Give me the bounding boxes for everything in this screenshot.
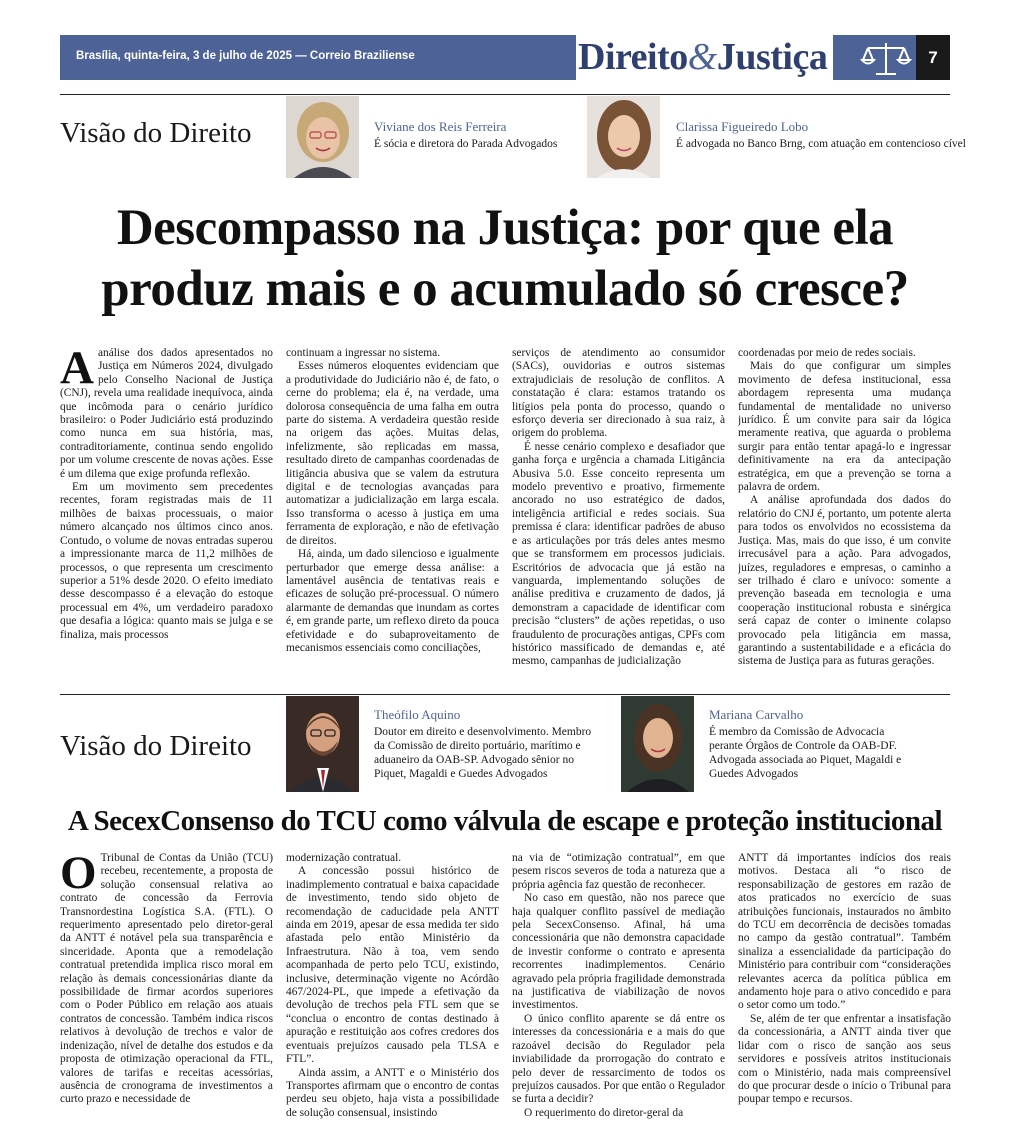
author-bio: É sócia e diretora do Parada Advogados: [374, 138, 558, 150]
paragraph: Mais do que configurar um simples movimento de defesa institucional, essa abordagem representa uma mudança fundamental de mentalidade no universo jurídico. É um convite para sair da lógica meramente reativa, que aguarda o problema surgir para então tentar apagá-lo e ingressar definitivamente na era da antecipação estratégica, em que a prevenção se torna a palavra de ordem.: [738, 360, 951, 494]
paragraph: Se, além de ter que enfrentar a insatisfação da concessionária, a ANTT ainda tiver que lidar com o risco de sanção aos seus servidores e possíveis atritos institucionais com o Ministério, nada mais compreensível do que procurar desde o início o Tribunal para poupar tempo e recursos.: [738, 1012, 951, 1106]
paragraph: modernização contratual.: [286, 852, 402, 864]
author-photo: [286, 696, 359, 792]
headline-line: produz mais e o acumulado só cresce?: [101, 261, 909, 317]
paragraph: É nesse cenário complexo e desafiador que ganha força e urgência a chamada Litigância Abusiva 5.0. Esse conceito representa um modelo preventivo e proativo, firmemente ancorado no uso estratégico de dados, inteligência artificial e redes sociais. Sua premissa é clara: identificar padrões de abuso e as articulações por trás deles antes mesmo que se transformem em processos judiciais. Escritórios de advocacia que já estão na vanguarda, implementando soluções de análise preditiva e cruzamento de dados, já demonstram a capacidade de identificar com precisão “clusters” de ações repetidas, o uso fraudulento de procurações antigas, CPFs com histórico massificado de demandas e, até mesmo, campanhas de judicialização: [512, 440, 725, 668]
paragraph: Ainda assim, a ANTT e o Ministério dos Transportes afirmam que o encontro de contas perdeu seu objeto, haja vista a possibilidade de solução consensual, insistindo: [286, 1066, 499, 1119]
article-column: [286, 347, 499, 677]
section-title: Visão do Direito: [60, 117, 252, 149]
paragraph: A concessão possui histórico de inadimplemento contratual e baixa capacidade de investimento, tendo sido objeto de recomendação de caducidade pela ANTT ainda em 2019, apesar de essa medida ter sido afastada pelo então Ministério da Infraestrutura. Não à toa, vem sendo acompanhada de perto pelo TCU, existindo, inclusive, determinação vigente no Acórdão 467/2024-PL, que impede a efetivação da devolução de trechos pela FTL sem que se “conclua o encontro de contas destinado à apuração e restituição aos cofres credores dos eventuais prejuízos causado pela TLSA e FTL”.: [286, 865, 499, 1066]
scales-of-justice-icon: [860, 40, 912, 78]
paragraph: O requerimento do diretor-geral da: [524, 1106, 684, 1119]
paragraph: Tribunal de Contas da União (TCU) recebeu, recentemente, a proposta de solução consensual relativa ao contrato de concessão da Ferrovia Transnordestina Logística S.A. (FTL). O requerimento apresentado pelo diretor-geral da ANTT é notável pela sua transparência e sinceridade. Aponta que a remodelação contratual pretendida implica risco moral em relação às demais concessionárias diante da possibilidade de firmar acordos superiores com o Poder Público em relação aos atuais contratos de concessão. Também indica riscos relativos à devolução de trechos e valor de indenização, nível de detalhe dos estudos e da proposta de otimização operacional da FTL, valores de tarifas e receitas acessórias, ausência de cronograma de investimentos a curto prazo e necessidade de: [60, 852, 273, 1106]
author-photo: [621, 696, 694, 792]
brand-direito: Direito: [578, 36, 688, 78]
section-rule: [60, 694, 950, 695]
paragraph: ANTT dá importantes indícios dos reais motivos. Destaca ali “o risco de responsabilização de gestores em razão de atos praticados no exercício de suas atribuições funcionais, instaurados no âmbito do TCU em decorrência de decisões tomadas no campo da gestão contratual”. Também sinaliza a essencialidade da participação do Ministério para contribuir com “considerações relevantes acerca da política pública em andamento hoje para o ativo concedido e para o setor como um todo.”: [738, 852, 951, 1012]
drop-cap: A: [60, 347, 94, 394]
paragraph: No caso em questão, não nos parece que haja qualquer conflito passível de mediação pela SecexConsenso. Afinal, há uma concessionária que não demonstra capacidade de investir conforme o contrato e apresenta recorrentes inadimplementos. Cenário agravado pela própria fragilidade demonstrada na justificativa de viabilização de novos investimentos.: [512, 892, 725, 1012]
paragraph: O único conflito aparente se dá entre os interesses da concessionária e a mais do que razoável decisão do Regulador pela inviabilidade da prorrogação do contrato e pelo dever de ressarcimento de todos os prejuízos causados. Por que então o Regulador se furta a decidir?: [512, 1012, 725, 1106]
paragraph: na via de “otimização contratual”, em que pesem riscos severos de toda a natureza que a própria agência faz questão de reconhecer.: [512, 852, 725, 891]
author-bio: É membro da Comissão de Advocacia perante Órgãos de Controle da OAB-DF. Advogada associada ao Piquet, Magaldi e Guedes Advogados: [709, 726, 902, 780]
article-column: [286, 852, 499, 1142]
section-brand: [576, 34, 833, 80]
page-number: 7: [916, 35, 950, 80]
article-column: [738, 347, 951, 677]
paragraph: Em um movimento sem precedentes recentes, foram registradas mais de 11 milhões de baixas processuais, o maior número alcançado nos últimos cinco anos. Contudo, o volume de novas entradas superou a impressionante marca de 11,2 milhões de processos, o que representa um crescimento superior a 51% desde 2020. O efeito imediato desse descompasso é a elevação do estoque processual em 4%, um verdadeiro paradoxo que desafia a lógica: quanto mais se julga e se finaliza, mais processos: [60, 481, 273, 641]
drop-cap: O: [60, 852, 97, 899]
article-column: [60, 347, 273, 677]
author-name: Mariana Carvalho: [709, 707, 804, 722]
article-column: [738, 852, 951, 1142]
brand-justica: Justiça: [716, 36, 828, 78]
author-bio: Doutor em direito e desenvolvimento. Membro da Comissão de direito portuário, marítimo e aduaneiro da OAB-SP. Advogado sênior no Piquet, Magaldi e Guedes Advogados: [374, 726, 592, 780]
article-column: [512, 347, 725, 677]
author-name: Viviane dos Reis Ferreira: [374, 119, 507, 134]
article-column: [60, 852, 273, 1142]
paragraph: Há, ainda, um dado silencioso e igualmente perturbador que emerge dessa análise: a lamentável ausência de tentativas reais e eficazes de solução pré-processual. O número alarmante de demandas que inundam as cortes é, em grande parte, um reflexo direto da pouca efetividade e do subaproveitamento de mecanismos essenciais como conciliações,: [286, 548, 499, 654]
author-name: Clarissa Figueiredo Lobo: [676, 119, 809, 134]
paragraph: coordenadas por meio de redes sociais.: [738, 347, 916, 359]
author-bio: É advogada no Banco Brng, com atuação em contencioso cível: [676, 138, 966, 150]
author-name: Theófilo Aquino: [374, 707, 461, 722]
section-title: Visão do Direito: [60, 730, 252, 762]
author-photo: [286, 96, 359, 178]
author-photo: [587, 96, 660, 178]
paragraph: análise dos dados apresentados no Justiça em Números 2024, divulgado pelo Conselho Nacional de Justiça (CNJ), revela uma realidade inequívoca, ainda que incômoda para o cenário jurídico brasileiro: o Poder Judiciário está produzindo como nunca em sua história, mas, contraditoriamente, continua sendo engolido por um volume crescente de novas ações. Esse é um dilema que exige profunda reflexão.: [60, 347, 273, 480]
article-headline: A SecexConsenso do TCU como válvula de escape e proteção institucional: [67, 805, 943, 837]
article-headline: [30, 198, 980, 320]
headline-line: Descompasso na Justiça: por que ela: [116, 200, 894, 256]
dateline: Brasília, quinta-feira, 3 de julho de 2025 — Correio Braziliense: [76, 50, 415, 62]
paragraph: continuam a ingressar no sistema.: [286, 347, 441, 359]
paragraph: serviços de atendimento ao consumidor (SACs), ouvidorias e outros sistemas extrajudiciais de resolução de conflitos. A constatação é clara: estamos tratando os litígios pela ponta do processo, quando o esforço deveria ser direcionado à sua raiz, à origem do problema.: [512, 347, 725, 440]
paragraph: A análise aprofundada dos dados do relatório do CNJ é, portanto, um potente alerta para todos os envolvidos no ecossistema da Justiça. Mas, mais do que isso, é um convite irrecusável para a ação. Para advogados, juízes, reguladores e empresas, o caminho a ser trilhado é claro e unívoco: somente a prevenção baseada em tecnologia e uma cooperação institucional robusta e sinérgica será capaz de conter o iminente colapso provocado pela litigância em massa, garantindo a sustentabilidade e a eficácia do sistema de Justiça para as futuras gerações.: [738, 494, 951, 668]
article-column: [512, 852, 725, 1142]
section-rule-top: [60, 94, 950, 95]
paragraph: Esses números eloquentes evidenciam que a produtividade do Judiciário não é, de fato, o cerne do problema; ela é, na verdade, uma dolorosa consequência de uma falha em outra parte do sistema. A verdadeira questão reside na origem das ações. Muitas delas, infelizmente, são replicadas em massa, resultado direto de campanhas coordenadas de litigância abusiva que se valem da estrutura digital e de tecnologias avançadas para automatizar a judicialização em larga escala. Isso transforma o acesso à justiça em uma ferramenta de exploração, e não de efetivação de direitos.: [286, 360, 499, 547]
brand-ampersand: &: [687, 36, 717, 78]
